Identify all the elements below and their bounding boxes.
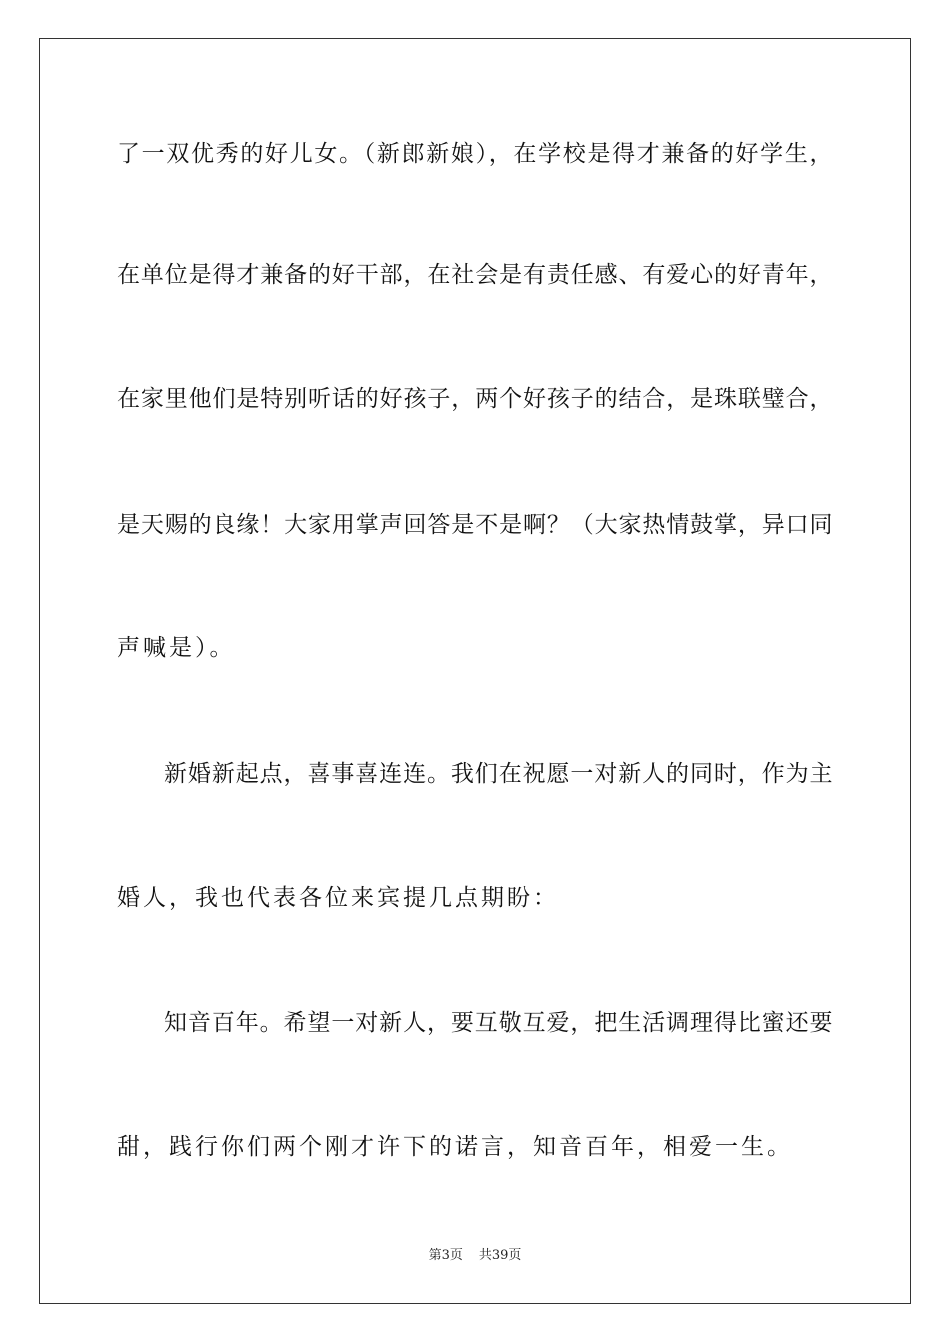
paragraph-start-line: 新婚新起点，喜事喜连连。我们在祝愿一对新人的同时，作为主: [164, 761, 833, 787]
text-line: 了一双优秀的好儿女。（新郎新娘），在学校是得才兼备的好学生，: [117, 141, 833, 167]
text-line: 婚人，我也代表各位来宾提几点期盼：: [117, 885, 559, 911]
page-border: [39, 38, 911, 1304]
text-line: 在单位是得才兼备的好干部，在社会是有责任感、有爱心的好青年，: [117, 262, 833, 288]
page-footer: [0, 1247, 950, 1265]
text-line: 甜，践行你们两个刚才许下的诺言，知音百年，相爱一生。: [117, 1134, 793, 1160]
paragraph-start-line: 知音百年。希望一对新人，要互敬互爱，把生活调理得比蜜还要: [164, 1010, 833, 1036]
page-total: 共39页: [478, 1248, 522, 1263]
text-line: 在家里他们是特别听话的好孩子，两个好孩子的结合，是珠联璧合，: [117, 386, 833, 412]
page-number: 第3页: [428, 1248, 463, 1263]
text-line: 声喊是）。: [117, 635, 236, 661]
text-line: 是天赐的良缘！大家用掌声回答是不是啊？（大家热情鼓掌，异口同: [117, 512, 833, 538]
